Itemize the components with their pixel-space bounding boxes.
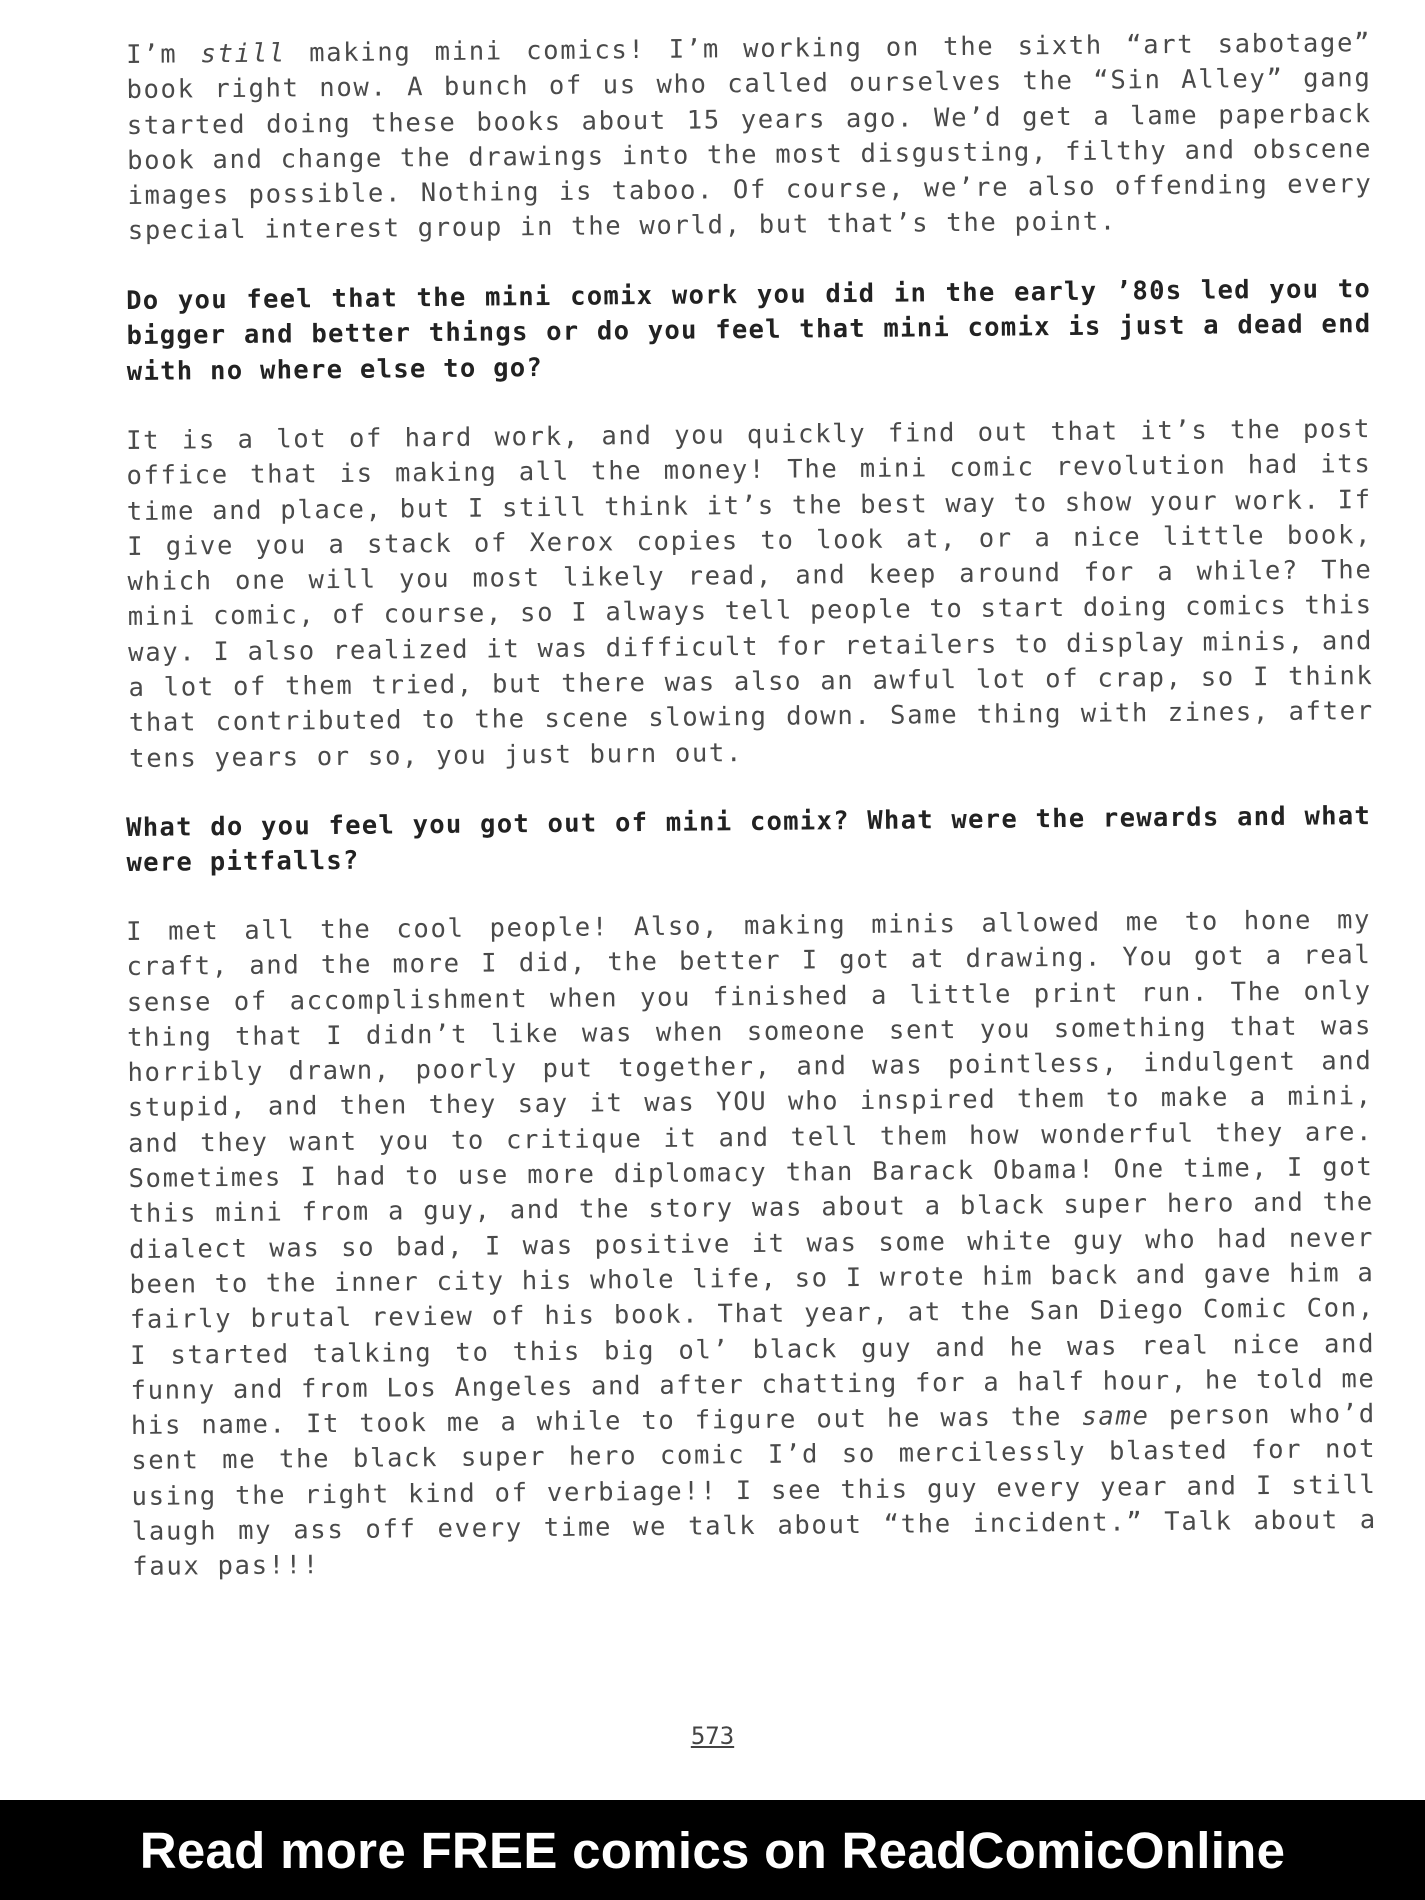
answer-paragraph-1 bbox=[126, 26, 1373, 250]
emphasis-text: same bbox=[1081, 1401, 1150, 1433]
promo-banner[interactable] bbox=[0, 1800, 1425, 1900]
text-segment: person who’d sent me the black super hero comic I’d so mercilessly blasted for not using the right kind of verbiage!! I see this guy every year and I still laugh my ass off every time we talk about “the incident.” Talk about a faux pas!!! bbox=[131, 1399, 1378, 1583]
text-segment: I met all the cool people! Also, making minis allowed me to hone my craft, and the more I did, the better I got at drawing. You got a real sense of accomplishment when you finished a little print run. The only thing that I didn’t like was when someone sent you something that was horribly drawn, poorly put together, and was pointless, indulgent and stupid, and then they say it was YOU who inspired them to make a mini, and they want you to critique it and tell them how wonderful they are. Sometimes I had to use more diplomacy than Barack Obama! One time, I got this mini from a guy, and the story was about a black super hero and the dialect was so bad, I was positive it was some white guy who had never been to the inner city his whole life, so I wrote him back and gave him a fairly brutal review of his book. That year, at the San Diego Comic Con, I started talking to this big ol’ black guy and he was real nice and funny and from Los Angeles and after chatting for a half hour, he told me his name. It took me a while to figure out he was the bbox=[126, 905, 1376, 1442]
answer-paragraph-3 bbox=[126, 903, 1377, 1586]
text-segment: making mini comics! I’m working on the sixth “art sabotage” book right now. A bunch of us who called ourselves the “Sin Alley” gang started doing these books about 15 years ago. We’d get a lame paperback book and change the drawings into the most disgusting, filthy and obscene images possible. Nothing is taboo. Of course, we’re also offending every special interest group in the world, but that’s the point. bbox=[126, 28, 1373, 247]
interview-text bbox=[126, 28, 1378, 1620]
banner-text[interactable]: Read more FREE comics on ReadComicOnline bbox=[139, 1821, 1286, 1879]
text-segment: It is a lot of hard work, and you quickly find out that it’s the post office that is making all the money! The mini comic revolution had its time and place, but I still think it’s the best way to show your work. If I give you a stack of Xerox copies to look at, or a nice little book, which one will you most likely read, and keep around for a while? The mini comic, of course, so I always tell people to start doing comics this way. I also realized it was difficult for retailers to display minis, and a lot of them tried, but there was also an awful lot of crap, so I think that contributed to the scene slowing down. Same thing with zines, after tens years or so, you just burn out. bbox=[126, 413, 1374, 774]
interview-question-2: What do you feel you got out of mini comix? What were the rewards and what were pitfalls? bbox=[126, 800, 1372, 878]
interview-question-1: Do you feel that the mini comix work you did in the early ’80s led you to bigger and better things or do you feel that mini comix is just a dead end with no where else to go? bbox=[126, 273, 1372, 387]
page-number: 573 bbox=[690, 1722, 735, 1750]
emphasis-text: still bbox=[200, 38, 287, 70]
text-segment: I’m bbox=[126, 39, 201, 70]
answer-paragraph-2 bbox=[126, 412, 1374, 777]
